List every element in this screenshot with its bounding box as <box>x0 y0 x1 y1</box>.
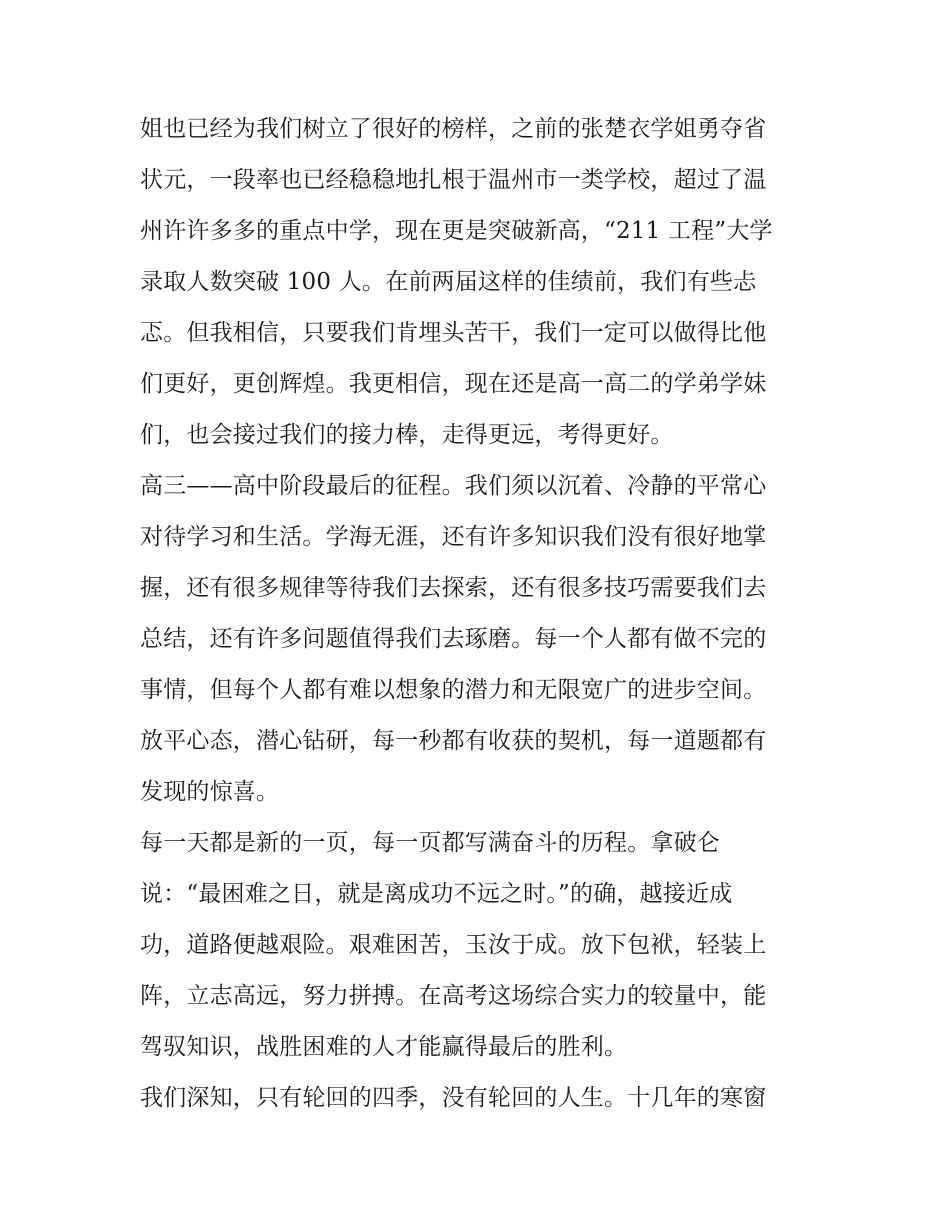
text-line: 每一天都是新的一页，每一页都写满奋斗的历程。拿破仑 <box>140 830 720 856</box>
text-line: 高三——高中阶段最后的征程。我们须以沉着、冷静的平常心 <box>140 473 767 499</box>
text-line: 驾驭知识，战胜困难的人才能赢得最后的胜利。 <box>140 1034 628 1060</box>
text-line: 姐也已经为我们树立了很好的榜样，之前的张楚衣学姐勇夺省 <box>140 116 767 142</box>
text-line: 状元，一段率也已经稳稳地扎根于温州市一类学校，超过了温 <box>140 167 767 193</box>
text-line: 放平心态，潜心钻研，每一秒都有收获的契机，每一道题都有 <box>140 728 767 754</box>
text-line: 州许许多多的重点中学，现在更是突破新高，“211 工程”大学 <box>140 218 773 244</box>
text-line: 们，也会接过我们的接力棒，走得更远，考得更好。 <box>140 422 674 448</box>
text-line: 录取人数突破 100 人。在前两届这样的佳绩前，我们有些忐 <box>140 269 757 295</box>
text-line: 事情，但每个人都有难以想象的潜力和无限宽广的进步空间。 <box>140 677 767 703</box>
text-line: 阵，立志高远，努力拼搏。在高考这场综合实力的较量中，能 <box>140 983 767 1009</box>
text-line: 忑。但我相信，只要我们肯埋头苦干，我们一定可以做得比他 <box>140 320 767 346</box>
text-line: 发现的惊喜。 <box>140 779 280 805</box>
text-line: 总结，还有许多问题值得我们去琢磨。每一个人都有做不完的 <box>140 626 767 652</box>
text-line: 握，还有很多规律等待我们去探索，还有很多技巧需要我们去 <box>140 575 767 601</box>
text-line: 说：“最困难之日，就是离成功不远之时。”的确，越接近成 <box>140 881 733 907</box>
body-text <box>140 104 820 1124</box>
text-line: 功，道路便越艰险。艰难困苦，玉汝于成。放下包袱，轻装上 <box>140 932 767 958</box>
text-line: 我们深知，只有轮回的四季，没有轮回的人生。十几年的寒窗 <box>140 1085 767 1111</box>
text-line: 们更好，更创辉煌。我更相信，现在还是高一高二的学弟学妹 <box>140 371 767 397</box>
text-line: 对待学习和生活。学海无涯，还有许多知识我们没有很好地掌 <box>140 524 767 550</box>
